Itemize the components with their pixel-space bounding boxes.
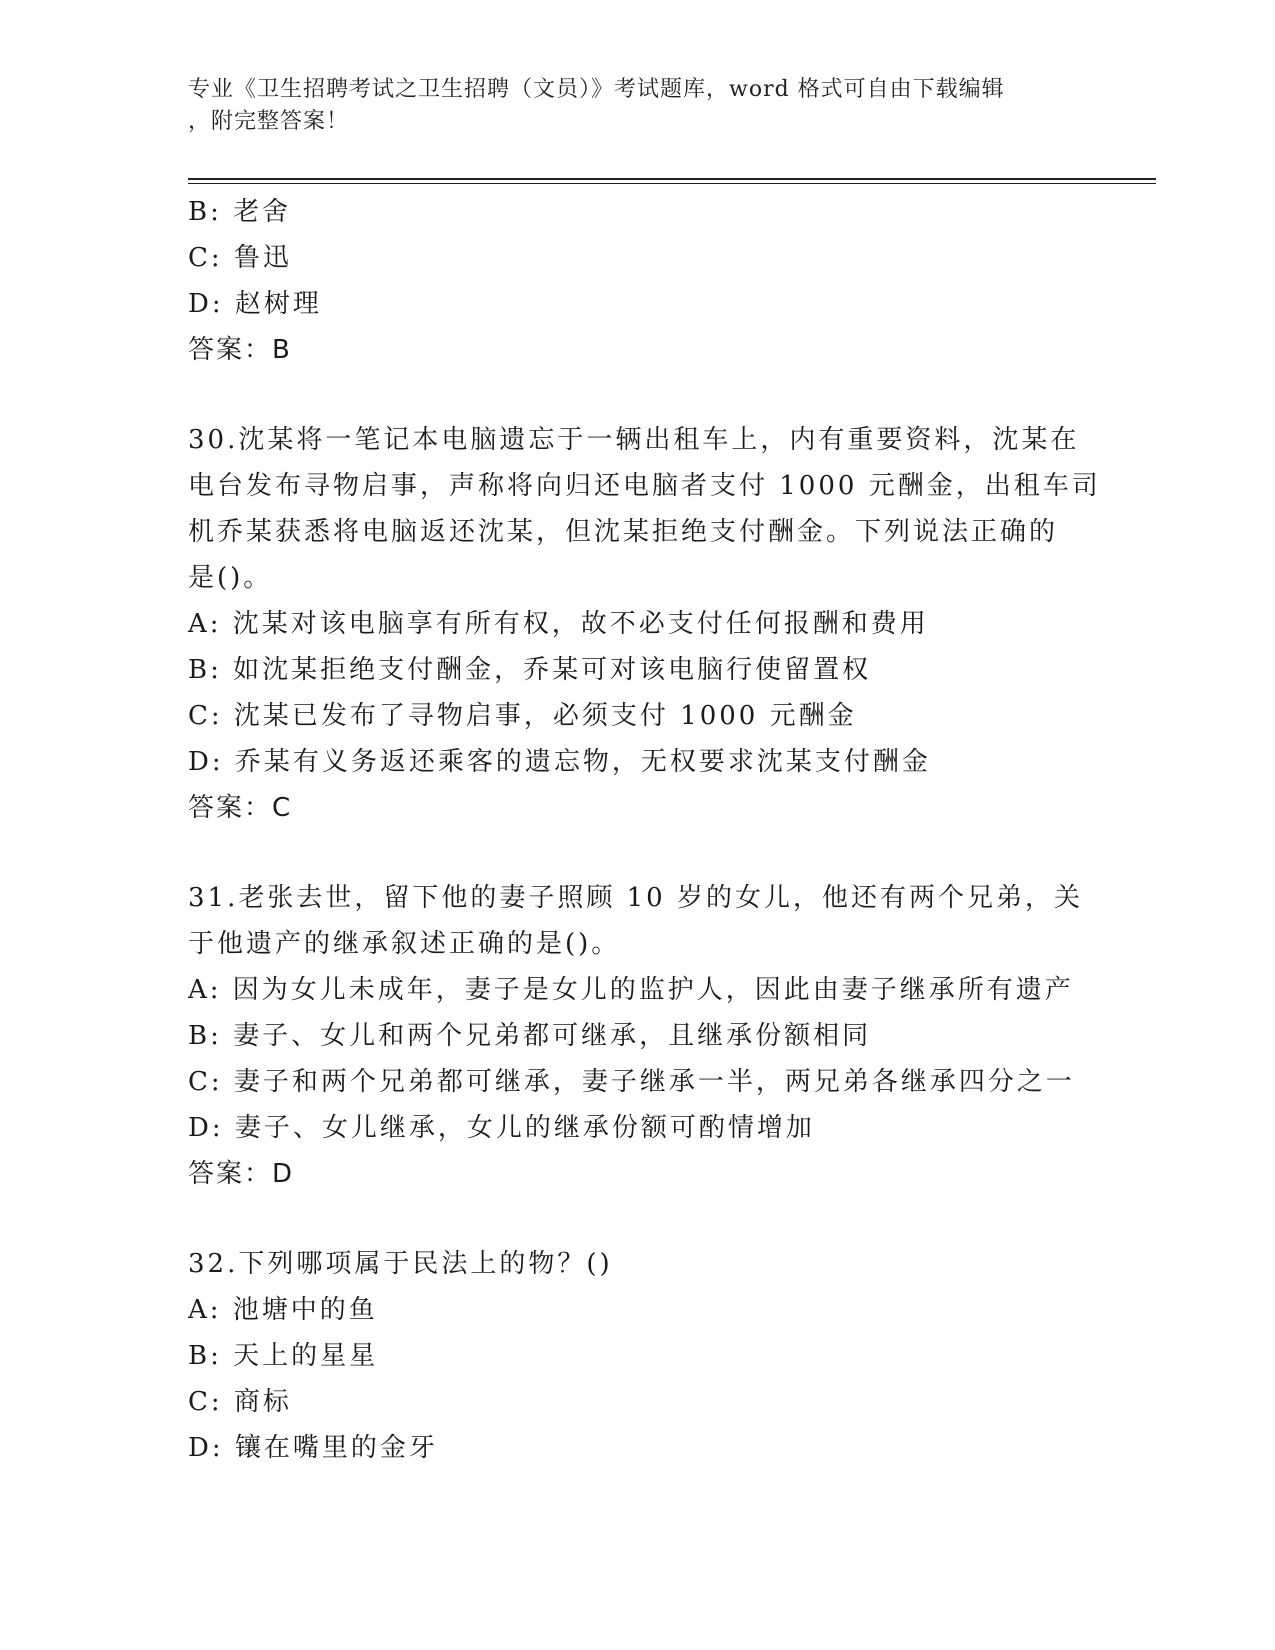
- answer-line: 答案：B: [188, 335, 292, 365]
- option-a: A: 因为女儿未成年，妻子是女儿的监护人，因此由妻子继承所有遗产: [188, 975, 1074, 1005]
- question-list: [188, 189, 1101, 1471]
- question-stem-line: 电台发布寻物启事，声称将向归还电脑者支付 1000 元酬金，出租车司: [188, 471, 1101, 501]
- option-b: B: 天上的星星: [188, 1341, 379, 1371]
- option-d: D: 乔某有义务返还乘客的遗忘物，无权要求沈某支付酬金: [188, 747, 931, 777]
- header-divider-thin: [188, 183, 1156, 184]
- answer-line: 答案：C: [188, 793, 293, 823]
- question-stem-line: 机乔某获悉将电脑返还沈某，但沈某拒绝支付酬金。下列说法正确的: [188, 517, 1059, 547]
- option-d: D: 赵树理: [188, 289, 322, 319]
- option-c: C: 妻子和两个兄弟都可继承，妻子继承一半，两兄弟各继承四分之一: [188, 1067, 1075, 1097]
- option-d: D: 妻子、女儿继承，女儿的继承份额可酌情增加: [188, 1113, 815, 1143]
- question-stem-line: 于他遗产的继承叙述正确的是()。: [188, 929, 621, 959]
- question-31: [188, 875, 1088, 1197]
- option-d: D: 镶在嘴里的金牙: [188, 1433, 438, 1463]
- header-note: [188, 74, 1068, 138]
- option-c: C: 商标: [188, 1387, 292, 1417]
- option-c: C: 沈某已发布了寻物启事，必须支付 1000 元酬金: [188, 701, 857, 731]
- header-divider-thick: [188, 178, 1156, 180]
- question-stem-line: 30.沈某将一笔记本电脑遗忘于一辆出租车上，内有重要资料，沈某在: [188, 425, 1080, 455]
- question-stem-line: 是()。: [188, 563, 273, 593]
- option-a: A: 沈某对该电脑享有所有权，故不必支付任何报酬和费用: [188, 609, 929, 639]
- answer-line: 答案：D: [188, 1159, 295, 1189]
- option-b: B: 老舍: [188, 197, 292, 227]
- header-line-2: ，附完整答案！: [188, 109, 350, 134]
- question-stem-line: 32.下列哪项属于民法上的物？(): [188, 1249, 613, 1279]
- question-29-continued: [188, 189, 1088, 373]
- option-b: B: 妻子、女儿和两个兄弟都可继承，且继承份额相同: [188, 1021, 872, 1051]
- question-30: [188, 417, 1101, 831]
- option-c: C: 鲁迅: [188, 243, 292, 273]
- question-32: [188, 1241, 1088, 1471]
- question-stem-line: 31.老张去世，留下他的妻子照顾 10 岁的女儿，他还有两个兄弟，关: [188, 883, 1083, 913]
- header-line-1: 专业《卫生招聘考试之卫生招聘（文员）》考试题库，word 格式可自由下载编辑: [188, 77, 1005, 102]
- option-b: B: 如沈某拒绝支付酬金，乔某可对该电脑行使留置权: [188, 655, 872, 685]
- option-a: A: 池塘中的鱼: [188, 1295, 378, 1325]
